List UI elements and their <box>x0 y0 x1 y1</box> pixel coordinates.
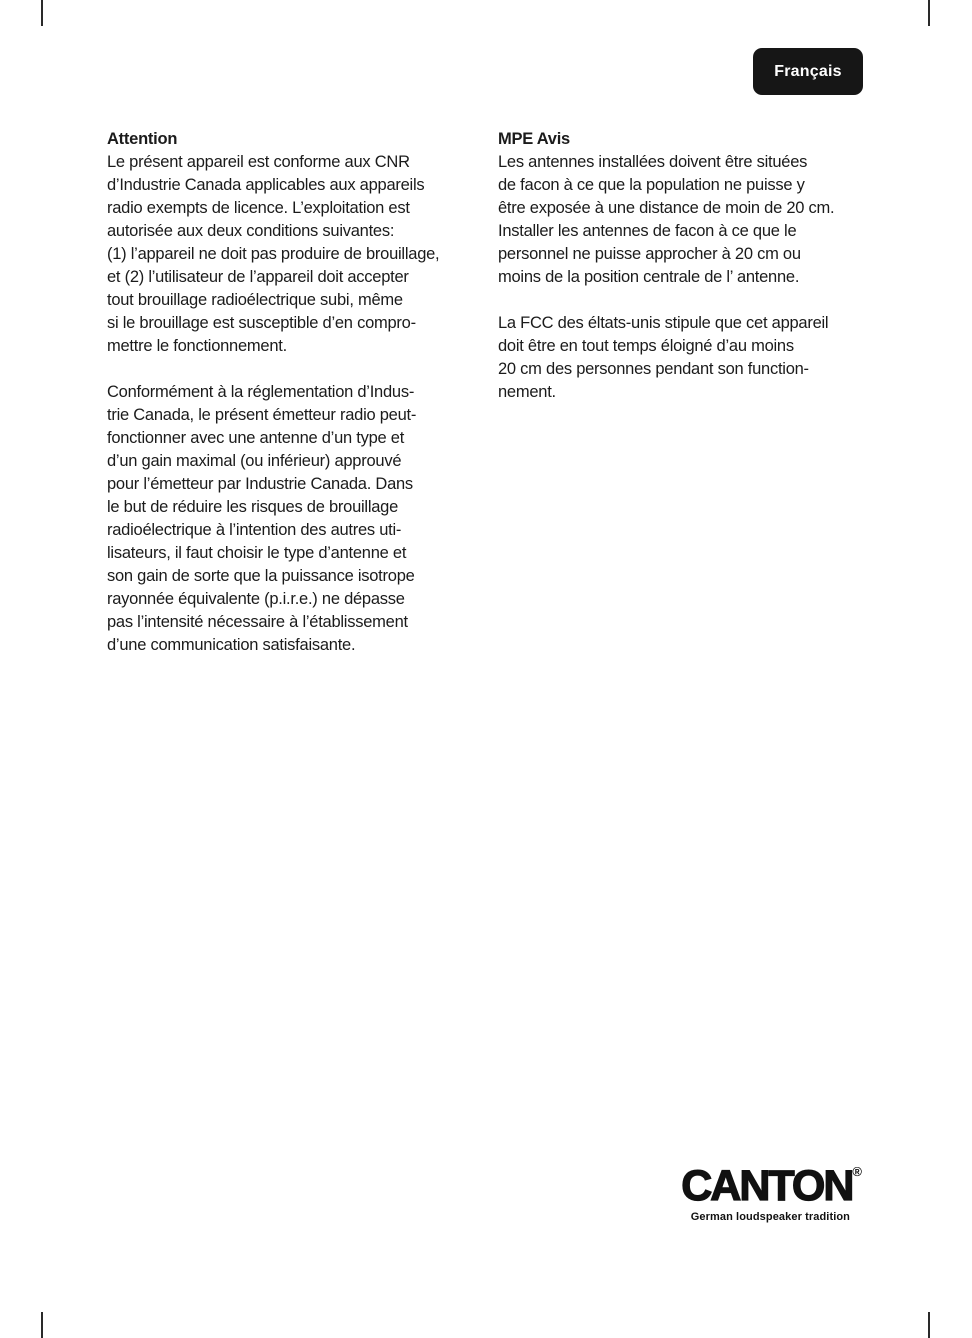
right-column <box>498 128 883 404</box>
left-column <box>107 128 492 657</box>
right-column-paragraph-1: Les antennes installées doivent être situées de facon à ce que la population ne puisse y être exposée à une distance de moin de 20 cm. Installer les antennes de facon à ce que le personnel ne puisse approcher à 20 cm ou moins de la position centrale de l’ antenne. <box>498 153 835 286</box>
canton-logo-tagline: German loudspeaker tradition <box>690 1211 850 1223</box>
right-column-paragraph-2: La FCC des éltats-unis stipule que cet appareil doit être en tout temps éloigné d’au moins 20 cm des personnes pendant son function- nement. <box>498 314 829 401</box>
crop-mark-bottom-left <box>41 1312 43 1338</box>
left-column-paragraph-1: Le présent appareil est conforme aux CNR d’Industrie Canada applicables aux appareils radio exempts de licence. L’exploitation est autorisée aux deux conditions suivantes: (1) l’appareil ne doit pas produire de brouillage, et (2) l’utilisateur de l’appareil doit accepter tout brouillage radioélectrique subi, même si le brouillage est susceptible d’en compro- mettre le fonctionnement. <box>107 153 440 355</box>
canton-logo <box>681 1162 862 1223</box>
left-column-heading: Attention <box>107 130 178 148</box>
left-column-paragraph-2: Conformément à la réglementation d’Indus- trie Canada, le présent émetteur radio peut- fonctionner avec une antenne d’un type et d’un gain maximal (ou inférieur) approuvé pour l’émetteur par Industrie Canada. Dans le but de réduire les risques de brouillage radioélectrique à l’intention des autres uti- lisateurs, il faut choisir le type d’antenne et son gain de sorte que la puissance isotrope rayonnée équivalente (p.i.r.e.) ne dépasse pas l’intensité nécessaire à l’établissement d’une communication satisfaisante. <box>107 383 417 654</box>
crop-mark-bottom-right <box>928 1312 930 1338</box>
right-column-heading: MPE Avis <box>498 130 570 148</box>
crop-mark-top-right <box>928 0 930 26</box>
canton-logo-wordmark <box>681 1162 862 1210</box>
canton-logo-text: CANTON <box>681 1162 853 1210</box>
crop-mark-top-left <box>41 0 43 26</box>
language-tab-label: Français <box>774 62 842 80</box>
registered-trademark-icon: ® <box>852 1164 862 1179</box>
language-tab <box>753 48 863 95</box>
